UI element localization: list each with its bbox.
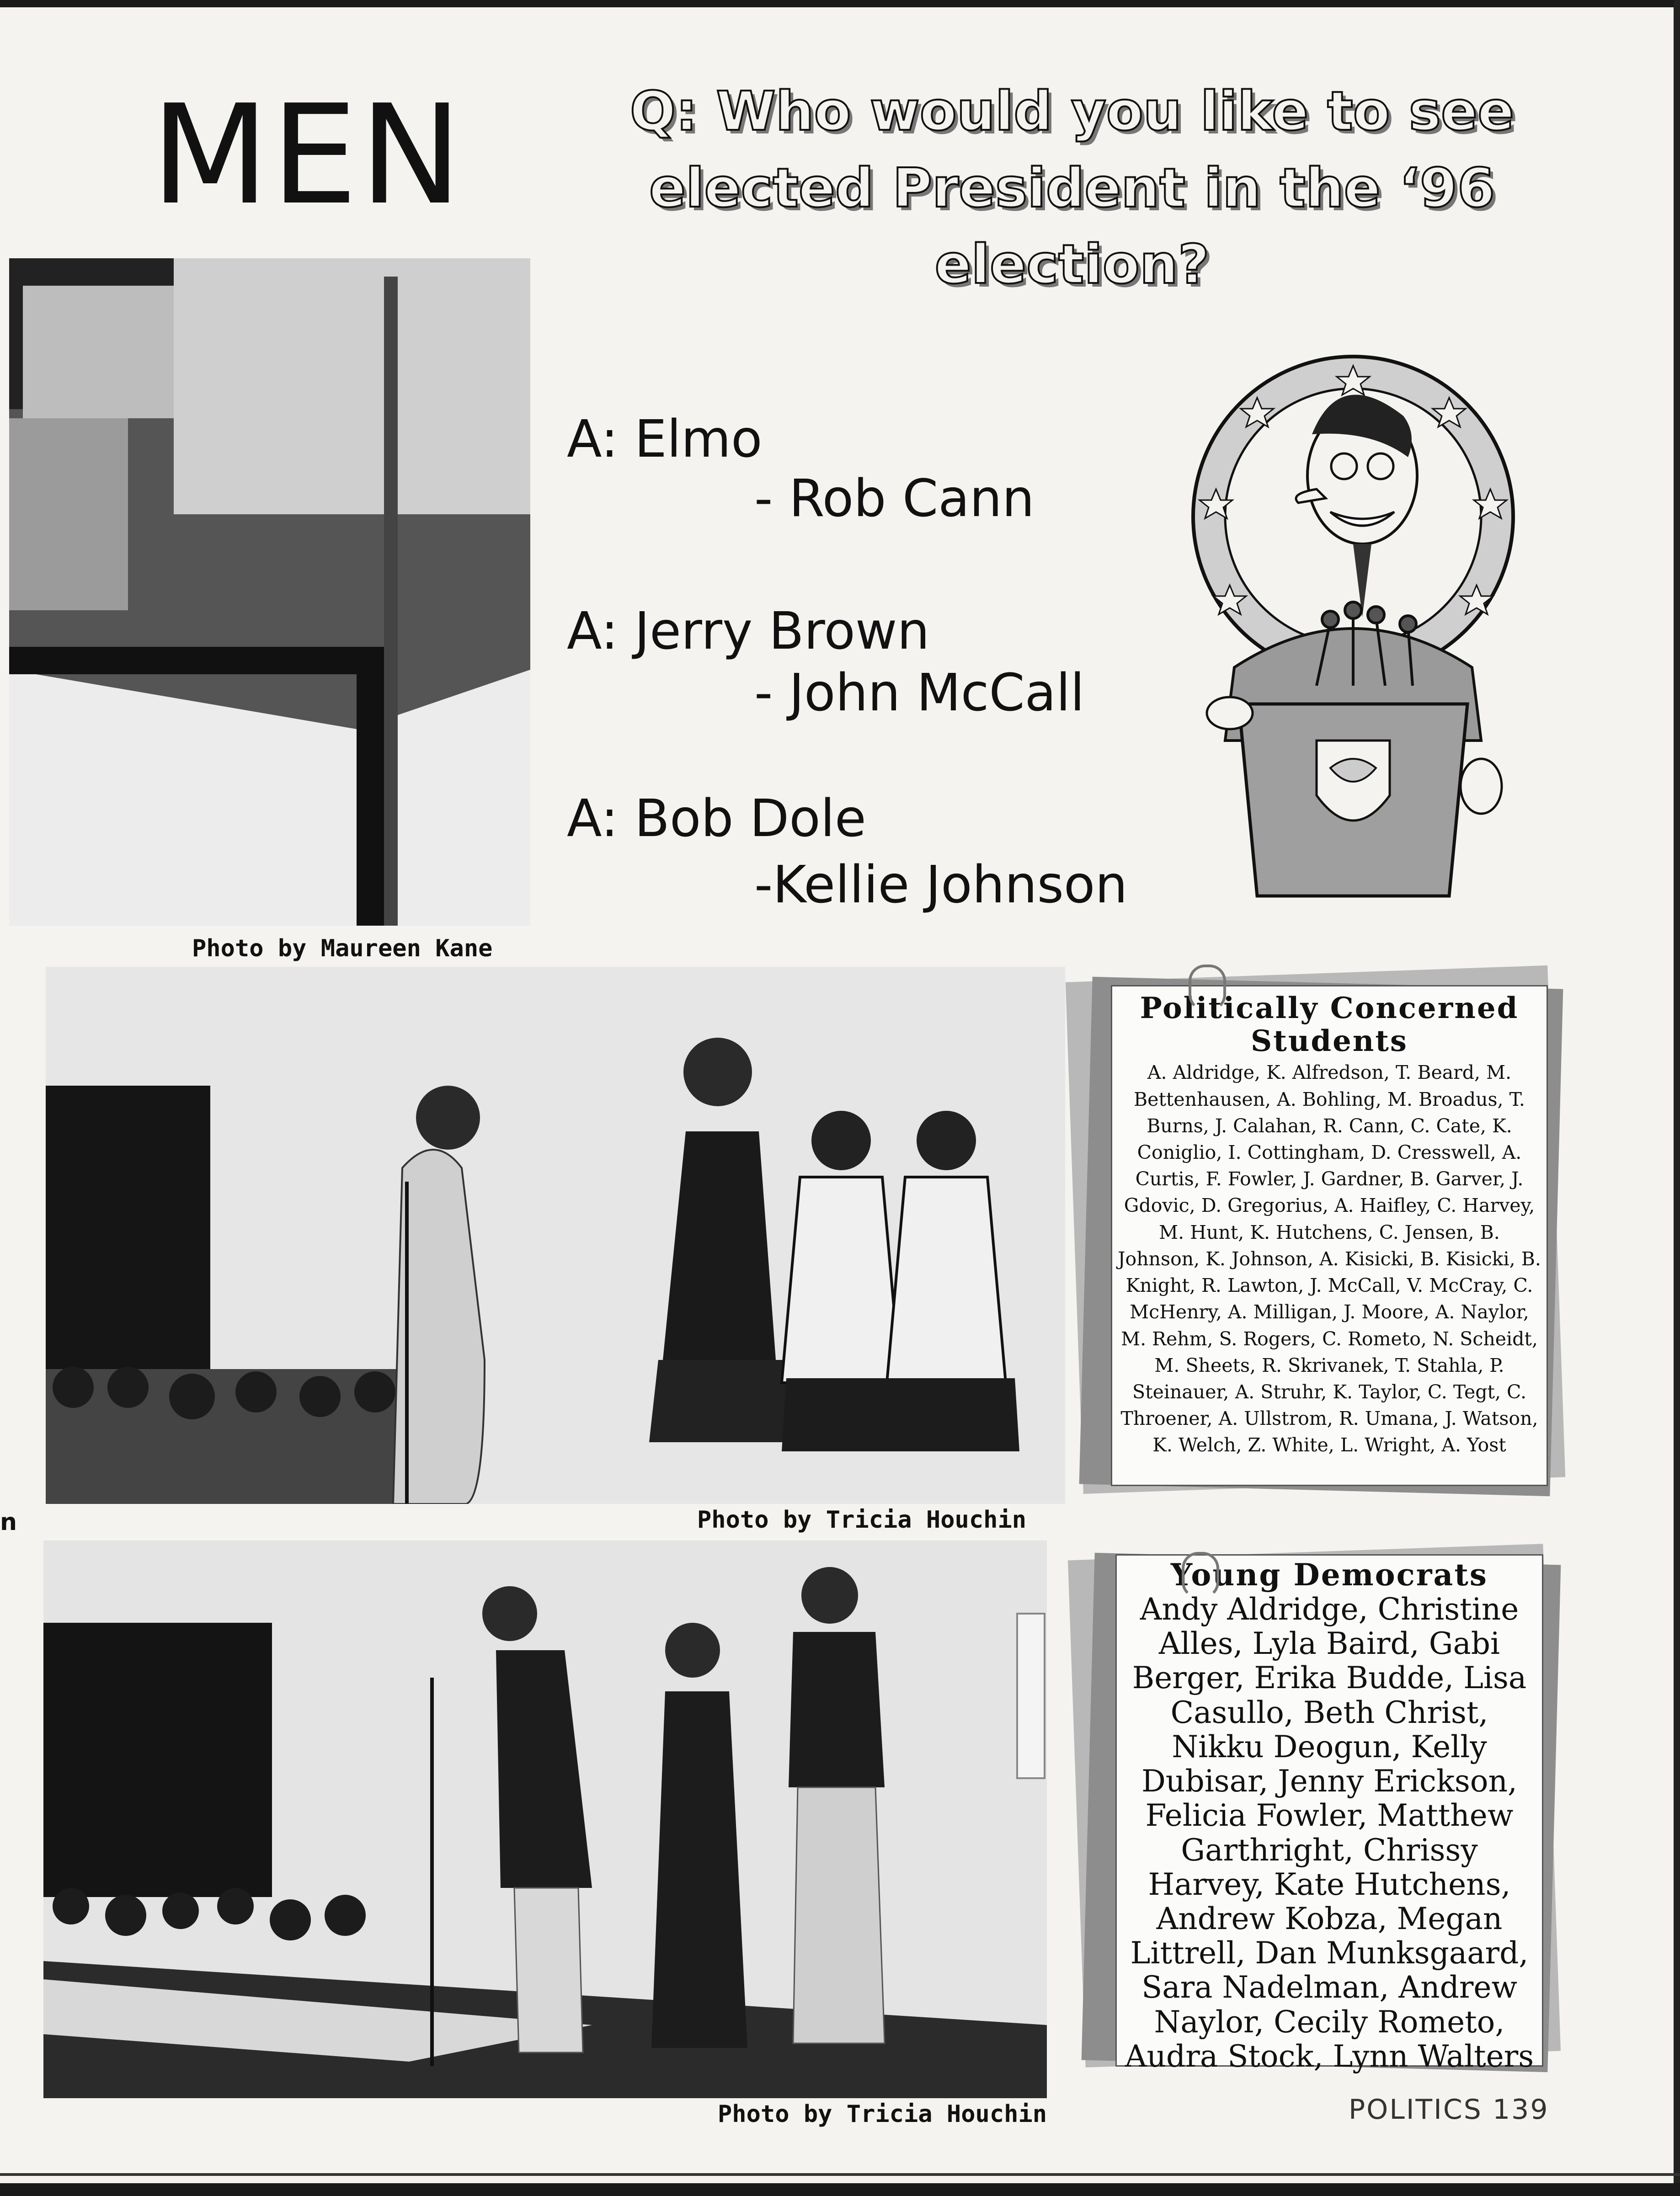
paper-clip-icon [1189, 965, 1226, 1011]
survey-question: Q: Who would you like to see elected President in the ‘96 election? [629, 80, 1515, 296]
page-bottom-edge [0, 2183, 1680, 2196]
respondent-2: - John McCall [754, 663, 1085, 723]
politically-concerned-box [1111, 985, 1548, 1486]
politically-concerned-title: Politically Concerned Students [1140, 991, 1519, 1058]
footer-page-number: 139 [1493, 2094, 1549, 2126]
photo-classroom-blur [9, 258, 530, 926]
politically-concerned-members: A. Aldridge, K. Alfredson, T. Beard, M. Bettenhausen, A. Bohling, M. Broadus, T. Burns, J. Calahan, R. Cann, C. Cate, K. Coniglio, I. Cottingham, D. Cresswell, A. Curtis, F. Fowler, J. Gardner, B. Garver, J. Gdovic, D. Gregorius, A. Haifley, C. Harvey, M. Hunt, K. Hutchens, C. Jensen, B. Johnson, K. Johnson, A. Kisicki, B. Kisicki, B. Knight, R. Lawton, J. McCall, V. McCray, C. McHenry, A. Milligan, J. Moore, A. Naylor, M. Rehm, S. Rogers, C. Rometo, N. Scheidt, M. Sheets, R. Skrivanek, T. Stahla, P. Steinauer, A. Struhr, K. Taylor, C. Tegt, C. Throener, A. Ullstrom, R. Umana, J. Watson, K. Welch, Z. White, L. Wright, A. Yost [1118, 1061, 1541, 1456]
photo-credit-bottom: Photo by Tricia Houchin [718, 2100, 1047, 2128]
footer-section: POLITICS [1349, 2094, 1483, 2126]
page-top-edge [0, 0, 1680, 7]
respondent-1: - Rob Cann [754, 469, 1035, 528]
photo-assembly-speakers [46, 967, 1065, 1504]
young-democrats-box [1115, 1554, 1543, 2074]
respondent-3: -Kellie Johnson [754, 855, 1128, 915]
page-right-edge [1674, 0, 1680, 2196]
answer-2: A: Jerry Brown [567, 602, 930, 661]
young-democrats-members: Andy Aldridge, Christine Alles, Lyla Baird, Gabi Berger, Erika Budde, Lisa Casullo, Beth Christ, Nikku Deogun, Kelly Dubisar, Jenny Erickson, Felicia Fowler, Matthew Garthright, Chrissy Harvey, Kate Hutchens, Andrew Kobza, Megan Littrell, Dan Munksgaard, Sara Nadelman, Andrew Naylor, Cecily Rometo, Audra Stock, Lynn Walters [1125, 1591, 1534, 2074]
politician-cartoon [1179, 338, 1527, 910]
young-democrats-title: Young Democrats [1171, 1557, 1488, 1593]
paper-clip-icon-2 [1182, 1552, 1219, 1599]
answer-3: A: Bob Dole [567, 789, 866, 848]
photo-credit-middle: Photo by Tricia Houchin [697, 1506, 1027, 1534]
answer-1: A: Elmo [567, 410, 763, 469]
photo-assembly-podium [43, 1540, 1047, 2098]
page-bottom-rule [0, 2173, 1680, 2176]
page-heading: MEN [151, 75, 464, 235]
photo-credit-top: Photo by Maureen Kane [192, 935, 493, 962]
left-edge-letter: n [0, 1508, 17, 1536]
